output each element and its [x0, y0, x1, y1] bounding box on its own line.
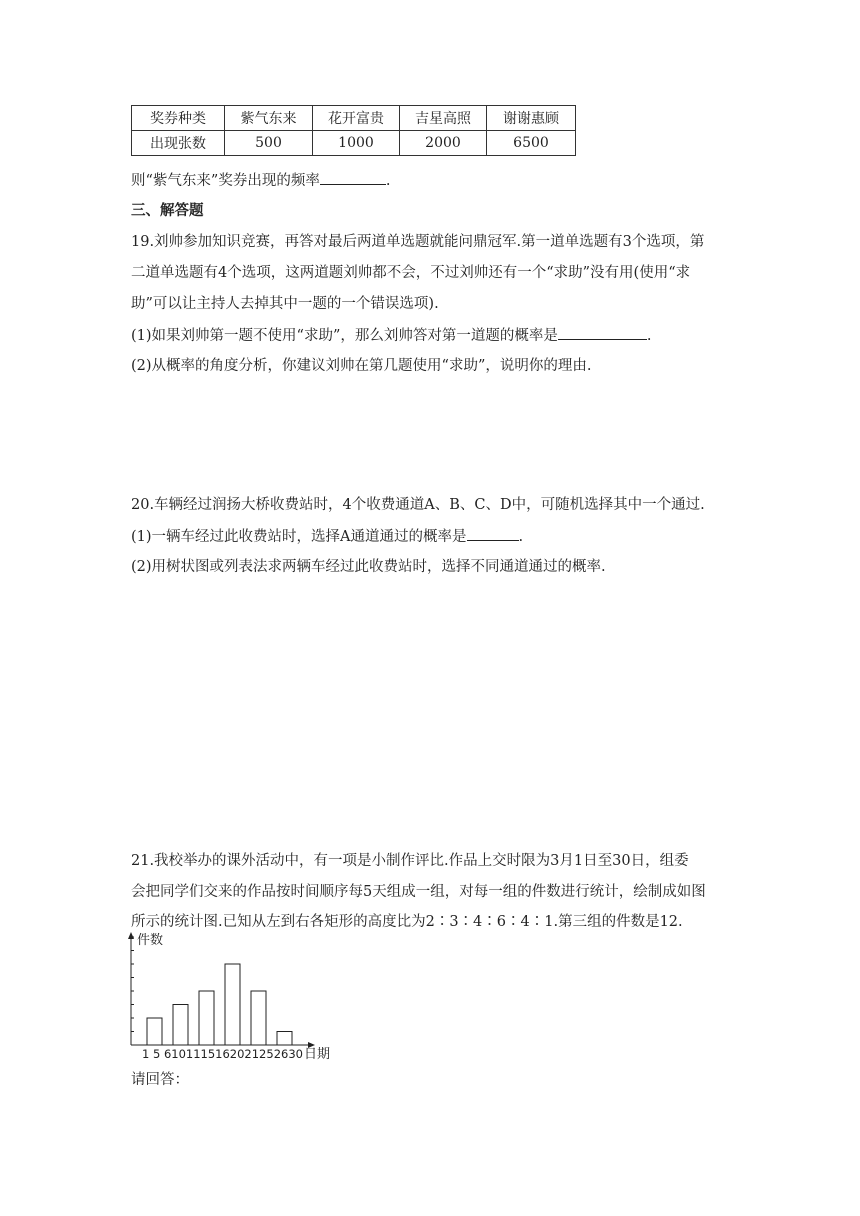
- x-tick-labels: 1 5 6101115162021252630: [142, 1047, 303, 1060]
- table-cell: 吉星高照: [400, 106, 487, 131]
- table-cell: 500: [225, 131, 313, 156]
- q21-prompt: 请回答：: [131, 1072, 189, 1088]
- table-header-cell: 奖券种类: [132, 106, 225, 131]
- x-axis-label: 日期: [304, 1047, 331, 1060]
- q18-question: 则“紫气东来”奖券出现的频率 .: [131, 170, 390, 191]
- answer-blank: [558, 325, 647, 340]
- q21-line-3: 所示的统计图.已知从左到右各矩形的高度比为2∶3∶4∶6∶4∶1.第三组的件数是12.: [131, 914, 683, 930]
- q20-line-1: 20.车辆经过润扬大桥收费站时，4个收费通道A、B、C、D中，可随机选择其中一个通过.: [131, 497, 705, 513]
- q18-text: 则“紫气东来”奖券出现的频率: [131, 173, 320, 189]
- histogram-bar-6-10: [173, 1005, 188, 1046]
- table-cell: 紫气东来: [225, 106, 313, 131]
- histogram-bars: [147, 964, 292, 1045]
- y-axis-label: 件数: [137, 933, 164, 948]
- y-axis-arrow-icon: [128, 932, 134, 939]
- histogram-bar-11-15: [199, 991, 214, 1045]
- q19-part-1: (1)如果刘帅第一题不使用“求助”，那么刘帅答对第一道题的概率是 .: [131, 325, 651, 346]
- q19-line-3: 助”可以让主持人去掉其中一题的一个错误选项).: [131, 296, 439, 312]
- histogram-bar-1-5: [147, 1018, 162, 1045]
- q19-line-2: 二道单选题有4个选项，这两道题刘帅都不会，不过刘帅还有一个“求助”没有用(使用“求: [131, 265, 691, 281]
- table-cell: 花开富贵: [313, 106, 400, 131]
- histogram-bar-21-25: [251, 991, 266, 1045]
- frequency-histogram: [118, 930, 348, 1060]
- table-cell: 6500: [487, 131, 576, 156]
- q19-part-2: (2)从概率的角度分析，你建议刘帅在第几题使用“求助”，说明你的理由.: [131, 358, 592, 374]
- prize-table: [131, 105, 576, 156]
- q20-part-1: (1)一辆车经过此收费站时，选择A通道通过的概率是 .: [131, 526, 523, 547]
- q20-part-2: (2)用树状图或列表法求两辆车经过此收费站时，选择不同通道通过的概率.: [131, 559, 606, 575]
- table-cell: 2000: [400, 131, 487, 156]
- table-cell: 1000: [313, 131, 400, 156]
- q21-line-2: 会把同学们交来的作品按时间顺序每5天组成一组，对每一组的件数进行统计，绘制成如图: [131, 884, 706, 900]
- q19-line-1: 19.刘帅参加知识竞赛，再答对最后两道单选题就能问鼎冠军.第一道单选题有3个选项，第: [131, 234, 705, 250]
- answer-blank: [467, 526, 519, 541]
- histogram-bar-16-20: [225, 964, 240, 1045]
- table-header-cell: 出现张数: [132, 131, 225, 156]
- table-row: [132, 106, 576, 131]
- q21-line-1: 21.我校举办的课外活动中，有一项是小制作评比.作品上交时限为3月1日至30日，组委: [131, 853, 689, 869]
- histogram-bar-26-30: [277, 1032, 292, 1046]
- answer-blank: [320, 170, 386, 185]
- chart-axes: [128, 932, 315, 1048]
- table-row: [132, 131, 576, 156]
- section-title: 三、解答题: [131, 202, 204, 219]
- table-cell: 谢谢惠顾: [487, 106, 576, 131]
